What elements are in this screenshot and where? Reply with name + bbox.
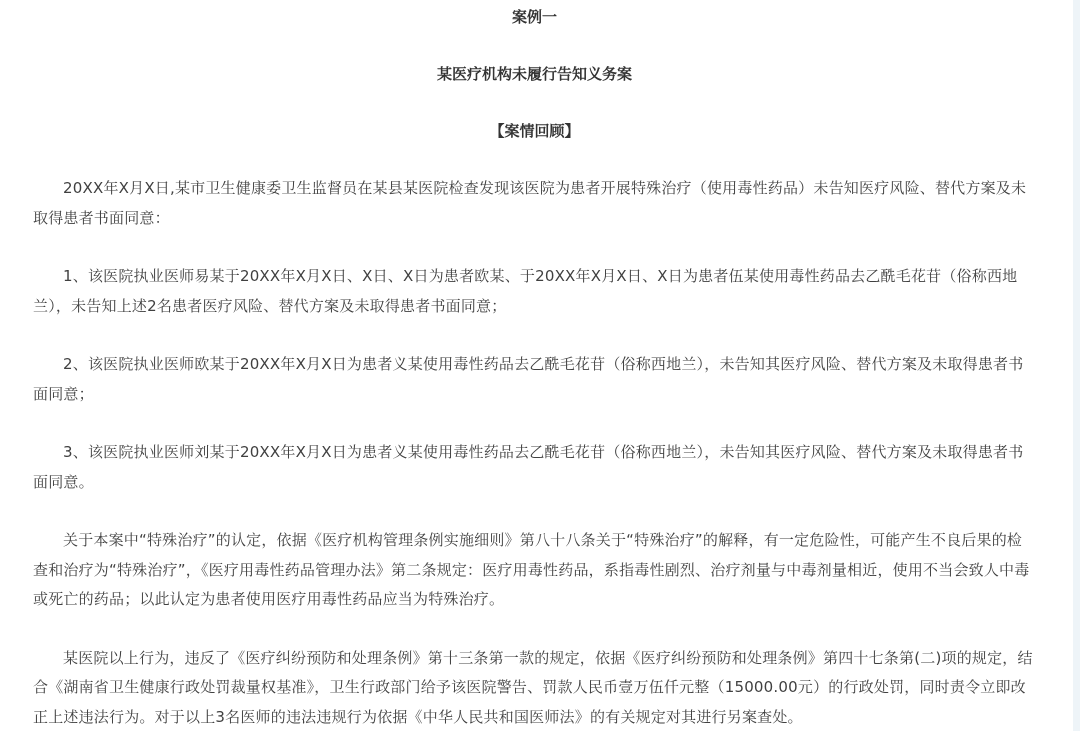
paragraph-intro: 20XX年X月X日,某市卫生健康委卫生监督员在某县某医院检查发现该医院为患者开展特殊治疗（使用毒性药品）未告知医疗风险、替代方案及未取得患者书面同意：: [33, 174, 1036, 233]
article-body: [33, 0, 1036, 732]
paragraph-item-3: 3、该医院执业医师刘某于20XX年X月X日为患者义某使用毒性药品去乙酰毛花苷（俗称西地兰），未告知其医疗风险、替代方案及未取得患者书面同意。: [33, 438, 1036, 497]
paragraph-special-treatment: 关于本案中“特殊治疗”的认定，依据《医疗机构管理条例实施细则》第八十八条关于“特殊治疗”的解释，有一定危险性，可能产生不良后果的检查和治疗为“特殊治疗”，《医疗用毒性药品管理办法》第二条规定：医疗用毒性药品，系指毒性剧烈、治疗剂量与中毒剂量相近，使用不当会致人中毒或死亡的药品；以此认定为患者使用医疗用毒性药品应当为特殊治疗。: [33, 526, 1036, 615]
paragraph-penalty: 某医院以上行为，违反了《医疗纠纷预防和处理条例》第十三条第一款的规定，依据《医疗纠纷预防和处理条例》第四十七条第(二)项的规定，结合《湖南省卫生健康行政处罚裁量权基准》，卫生行政部门给予该医院警告、罚款人民币壹万伍仟元整（15000.00元）的行政处罚，同时责令立即改正上述违法行为。对于以上3名医师的违法违规行为依据《中华人民共和国医师法》的有关规定对其进行另案查处。: [33, 644, 1036, 732]
case-label: 案例一: [33, 0, 1036, 34]
paragraph-item-1: 1、该医院执业医师易某于20XX年X月X日、X日、X日为患者欧某、于20XX年X月X日、X日为患者伍某使用毒性药品去乙酰毛花苷（俗称西地兰），未告知上述2名患者医疗风险、替代方案及未取得患者书面同意；: [33, 262, 1036, 321]
section-heading: 【案情回顾】: [33, 114, 1036, 148]
page-side-strip: [1073, 0, 1080, 731]
paragraph-item-2: 2、该医院执业医师欧某于20XX年X月X日为患者义某使用毒性药品去乙酰毛花苷（俗称西地兰），未告知其医疗风险、替代方案及未取得患者书面同意；: [33, 350, 1036, 409]
case-title: 某医疗机构未履行告知义务案: [33, 57, 1036, 91]
